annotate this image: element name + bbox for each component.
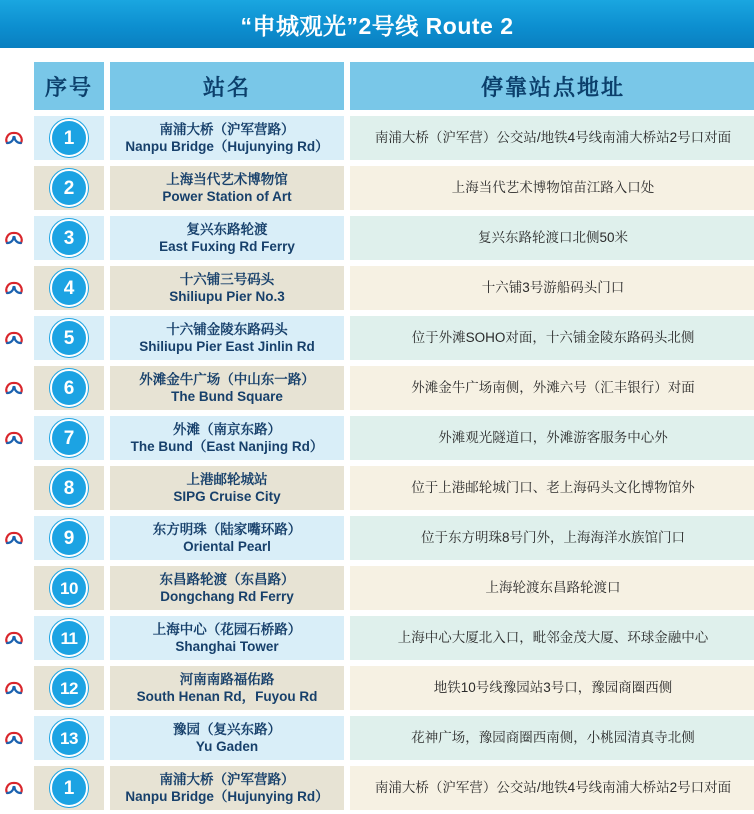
stop-number-cell bbox=[32, 514, 106, 562]
metro-icon bbox=[4, 380, 24, 396]
metro-icon bbox=[4, 780, 24, 796]
stop-number-badge: 11 bbox=[50, 619, 88, 657]
stop-address-cell: 位于东方明珠8号门外，上海海洋水族馆门口 bbox=[348, 514, 754, 562]
metro-marker-column bbox=[0, 50, 30, 814]
stop-number-badge: 13 bbox=[50, 719, 88, 757]
stop-number-badge: 3 bbox=[50, 219, 88, 257]
stop-name-cn: 上海中心（花园石桥路） bbox=[152, 621, 302, 637]
column-header-no: 序号 bbox=[32, 60, 106, 112]
table-row bbox=[32, 214, 754, 262]
stop-address-cell: 地铁10号线豫园站3号口，豫园商圈西侧 bbox=[348, 664, 754, 712]
stop-number-cell bbox=[32, 614, 106, 662]
stop-number-badge: 4 bbox=[50, 269, 88, 307]
metro-icon bbox=[4, 430, 24, 446]
stop-address-cell: 上海中心大厦北入口，毗邻金茂大厦、环球金融中心 bbox=[348, 614, 754, 662]
stop-number-cell bbox=[32, 164, 106, 212]
stop-name-cell bbox=[108, 464, 346, 512]
stop-name-cn: 南浦大桥（沪军营路） bbox=[159, 771, 295, 787]
stop-number-cell bbox=[32, 314, 106, 362]
stop-name-cell bbox=[108, 164, 346, 212]
stop-name-cell bbox=[108, 664, 346, 712]
stop-number-cell bbox=[32, 414, 106, 462]
stop-name-cn: 豫园（复兴东路） bbox=[173, 721, 281, 737]
table-row bbox=[32, 114, 754, 162]
table-row bbox=[32, 264, 754, 312]
stop-name-cell bbox=[108, 614, 346, 662]
stop-number-badge: 7 bbox=[50, 419, 88, 457]
stop-name-cn: 南浦大桥（沪军营路） bbox=[159, 121, 295, 137]
stop-address-cell: 复兴东路轮渡口北侧50米 bbox=[348, 214, 754, 262]
table-row bbox=[32, 414, 754, 462]
stop-number-cell bbox=[32, 764, 106, 812]
stop-name-cn: 东方明珠（陆家嘴环路） bbox=[152, 521, 302, 537]
stop-name-en: Shiliupu Pier No.3 bbox=[169, 289, 285, 304]
stop-name-en: Nanpu Bridge（Hujunying Rd） bbox=[125, 139, 329, 154]
stop-number-cell bbox=[32, 264, 106, 312]
stop-address-cell: 南浦大桥（沪军营）公交站/地铁4号线南浦大桥站2号口对面 bbox=[348, 764, 754, 812]
table-row bbox=[32, 514, 754, 562]
stop-address-cell: 南浦大桥（沪军营）公交站/地铁4号线南浦大桥站2号口对面 bbox=[348, 114, 754, 162]
table-row bbox=[32, 464, 754, 512]
table-row bbox=[32, 664, 754, 712]
table-row bbox=[32, 364, 754, 412]
stop-name-cn: 上海当代艺术博物馆 bbox=[166, 171, 288, 187]
stop-name-en: South Henan Rd，Fuyou Rd bbox=[136, 689, 318, 704]
stop-name-cell bbox=[108, 414, 346, 462]
stop-name-cell bbox=[108, 264, 346, 312]
table-header-row bbox=[32, 60, 754, 112]
stop-number-badge: 10 bbox=[50, 569, 88, 607]
stop-name-cn: 十六铺金陵东路码头 bbox=[166, 321, 288, 337]
stop-name-en: Shiliupu Pier East Jinlin Rd bbox=[139, 339, 315, 354]
route-table-body bbox=[32, 114, 754, 812]
table-row bbox=[32, 614, 754, 662]
stop-number-cell bbox=[32, 714, 106, 762]
metro-icon bbox=[4, 630, 24, 646]
metro-icon bbox=[4, 530, 24, 546]
table-row bbox=[32, 314, 754, 362]
metro-icon bbox=[4, 280, 24, 296]
table-row bbox=[32, 714, 754, 762]
stop-name-cn: 上港邮轮城站 bbox=[186, 471, 268, 487]
page-header bbox=[0, 0, 754, 50]
stop-number-cell bbox=[32, 364, 106, 412]
metro-icon bbox=[4, 130, 24, 146]
table-row bbox=[32, 764, 754, 812]
stop-address-cell: 花神广场，豫园商圈西南侧，小桃园清真寺北侧 bbox=[348, 714, 754, 762]
stop-name-cell bbox=[108, 714, 346, 762]
stop-name-cn: 东昌路轮渡（东昌路） bbox=[159, 571, 295, 587]
stop-name-cn: 河南南路福佑路 bbox=[179, 671, 275, 687]
stop-name-cell bbox=[108, 214, 346, 262]
stop-name-cell bbox=[108, 764, 346, 812]
stop-number-cell bbox=[32, 464, 106, 512]
stop-number-badge: 6 bbox=[50, 369, 88, 407]
column-header-name: 站名 bbox=[108, 60, 346, 112]
stop-number-cell bbox=[32, 664, 106, 712]
stop-name-cn: 外滩（南京东路） bbox=[173, 421, 281, 437]
metro-icon bbox=[4, 680, 24, 696]
metro-icon bbox=[4, 330, 24, 346]
stop-name-en: Nanpu Bridge（Hujunying Rd） bbox=[125, 789, 329, 804]
stop-address-cell: 外滩观光隧道口，外滩游客服务中心外 bbox=[348, 414, 754, 462]
stop-number-badge: 9 bbox=[50, 519, 88, 557]
stop-address-cell: 外滩金牛广场南侧，外滩六号（汇丰银行）对面 bbox=[348, 364, 754, 412]
stop-address-cell: 上海轮渡东昌路轮渡口 bbox=[348, 564, 754, 612]
stop-name-cn: 复兴东路轮渡 bbox=[186, 221, 268, 237]
stop-number-badge: 1 bbox=[50, 769, 88, 807]
stop-name-cell bbox=[108, 514, 346, 562]
column-header-address: 停靠站点地址 bbox=[348, 60, 754, 112]
stop-address-cell: 上海当代艺术博物馆苗江路入口处 bbox=[348, 164, 754, 212]
route-table bbox=[30, 58, 754, 814]
stop-number-badge: 2 bbox=[50, 169, 88, 207]
stop-name-en: Dongchang Rd Ferry bbox=[160, 589, 294, 604]
stop-number-cell bbox=[32, 114, 106, 162]
stop-address-cell: 位于上港邮轮城门口、老上海码头文化博物馆外 bbox=[348, 464, 754, 512]
stop-name-cell bbox=[108, 314, 346, 362]
stop-name-en: SIPG Cruise City bbox=[173, 489, 281, 504]
stop-name-en: Oriental Pearl bbox=[183, 539, 271, 554]
metro-icon bbox=[4, 230, 24, 246]
stop-name-en: Shanghai Tower bbox=[175, 639, 279, 654]
stop-name-en: The Bund（East Nanjing Rd） bbox=[130, 439, 324, 454]
stop-number-cell bbox=[32, 564, 106, 612]
stop-name-cn: 外滩金牛广场（中山东一路） bbox=[139, 371, 315, 387]
stop-name-en: East Fuxing Rd Ferry bbox=[159, 239, 295, 254]
stop-name-en: Power Station of Art bbox=[162, 189, 292, 204]
stop-name-cn: 十六铺三号码头 bbox=[179, 271, 275, 287]
table-row bbox=[32, 164, 754, 212]
stop-name-en: The Bund Square bbox=[171, 389, 283, 404]
stop-number-cell bbox=[32, 214, 106, 262]
stop-number-badge: 1 bbox=[50, 119, 88, 157]
metro-icon bbox=[4, 730, 24, 746]
stop-name-cell bbox=[108, 564, 346, 612]
table-row bbox=[32, 564, 754, 612]
stop-address-cell: 十六铺3号游船码头门口 bbox=[348, 264, 754, 312]
page-title: “申城观光”2号线 Route 2 bbox=[240, 12, 514, 39]
stop-number-badge: 5 bbox=[50, 319, 88, 357]
stop-name-cell bbox=[108, 364, 346, 412]
stop-number-badge: 12 bbox=[50, 669, 88, 707]
stop-name-cell bbox=[108, 114, 346, 162]
stop-number-badge: 8 bbox=[50, 469, 88, 507]
stop-address-cell: 位于外滩SOHO对面，十六铺金陵东路码头北侧 bbox=[348, 314, 754, 362]
stop-name-en: Yu Gaden bbox=[195, 739, 259, 754]
route-table-wrap bbox=[0, 50, 754, 814]
